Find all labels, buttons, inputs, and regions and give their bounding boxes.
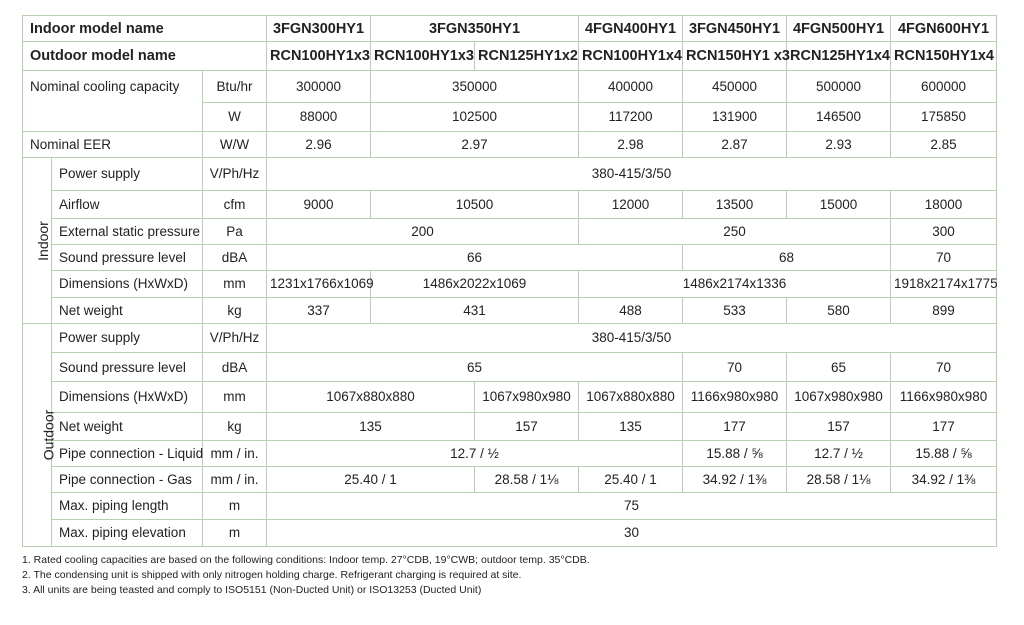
outdoor-max-elevation-row xyxy=(23,519,997,546)
indoor-model-name: 3FGN450HY1 xyxy=(683,16,787,42)
outdoor-power-row xyxy=(23,323,997,352)
indoor-spl-row xyxy=(23,245,997,271)
unit-cell: V/Ph/Hz xyxy=(203,323,267,352)
row-label: Dimensions (HxWxD) xyxy=(52,382,203,412)
row-label: Airflow xyxy=(52,190,203,218)
value-cell: 146500 xyxy=(787,102,891,131)
value-cell: 2.96 xyxy=(267,132,371,158)
unit-cell: cfm xyxy=(203,190,267,218)
value-cell: 2.87 xyxy=(683,132,787,158)
value-cell: 500000 xyxy=(787,70,891,102)
indoor-model-name: 3FGN350HY1 xyxy=(371,16,579,42)
outdoor-group-cell xyxy=(23,323,57,546)
unit-cell: Pa xyxy=(203,218,267,244)
value-cell: 13500 xyxy=(683,190,787,218)
cooling-btu-row xyxy=(23,70,997,102)
outdoor-model-name: RCN150HY1x4 xyxy=(891,42,997,70)
outdoor-max-length-row xyxy=(23,493,997,519)
row-label: Pipe connection - Liquid xyxy=(52,440,203,466)
indoor-airflow-row xyxy=(23,190,997,218)
value-cell: 28.58 / 1⅛ xyxy=(787,467,891,493)
indoor-model-name: 3FGN300HY1 xyxy=(267,16,371,42)
row-label: External static pressure xyxy=(52,218,203,244)
value-cell: 28.58 / 1⅛ xyxy=(475,467,579,493)
value-cell: 337 xyxy=(267,297,371,323)
indoor-group-label: Indoor xyxy=(34,220,51,261)
value-cell: 15.88 / ⅝ xyxy=(683,440,787,466)
outdoor-model-name: RCN125HY1x2 xyxy=(475,42,579,70)
value-cell: 10500 xyxy=(371,190,579,218)
indoor-model-row xyxy=(23,16,997,42)
value-cell: 380-415/3/50 xyxy=(267,158,997,190)
unit-cell: m xyxy=(203,493,267,519)
unit-cell: dBA xyxy=(203,245,267,271)
value-cell: 1486x2174x1336 xyxy=(579,271,891,297)
value-cell: 68 xyxy=(683,245,891,271)
value-cell: 1067x880x880 xyxy=(579,382,683,412)
outdoor-model-name: RCN100HY1x3 xyxy=(371,42,475,70)
value-cell: 65 xyxy=(787,353,891,382)
value-cell: 157 xyxy=(475,412,579,440)
value-cell: 533 xyxy=(683,297,787,323)
value-cell: 1231x1766x1069 xyxy=(267,271,371,297)
outdoor-model-row xyxy=(23,42,997,70)
value-cell: 9000 xyxy=(267,190,371,218)
value-cell: 102500 xyxy=(371,102,579,131)
value-cell: 2.97 xyxy=(371,132,579,158)
row-label: Sound pressure level xyxy=(52,245,203,271)
value-cell: 75 xyxy=(267,493,997,519)
value-cell: 70 xyxy=(891,245,997,271)
value-cell: 25.40 / 1 xyxy=(267,467,475,493)
value-cell: 34.92 / 1⅜ xyxy=(683,467,787,493)
unit-cell: dBA xyxy=(203,353,267,382)
footnote: 2. The condensing unit is shipped with only nitrogen holding charge. Refrigerant charging is required at site. xyxy=(22,569,522,581)
value-cell: 1067x880x880 xyxy=(267,382,475,412)
value-cell: 350000 xyxy=(371,70,579,102)
value-cell: 1486x2022x1069 xyxy=(371,271,579,297)
value-cell: 300000 xyxy=(267,70,371,102)
value-cell: 380-415/3/50 xyxy=(267,323,997,352)
indoor-weight-row xyxy=(23,297,997,323)
value-cell: 1067x980x980 xyxy=(475,382,579,412)
indoor-dims-row xyxy=(23,271,997,297)
value-cell: 25.40 / 1 xyxy=(579,467,683,493)
indoor-esp-row xyxy=(23,218,997,244)
value-cell: 88000 xyxy=(267,102,371,131)
value-cell: 899 xyxy=(891,297,997,323)
outdoor-model-name: RCN125HY1x4 xyxy=(787,42,891,70)
unit-cell: kg xyxy=(203,297,267,323)
value-cell: 431 xyxy=(371,297,579,323)
outdoor-model-label: Outdoor model name xyxy=(23,42,267,70)
unit-cell: Btu/hr xyxy=(203,70,267,102)
outdoor-pipe-liquid-row xyxy=(23,440,997,466)
unit-cell: V/Ph/Hz xyxy=(203,158,267,190)
outdoor-model-name: RCN150HY1 x3 xyxy=(683,42,787,70)
footnote: 1. Rated cooling capacities are based on the following conditions: Indoor temp. 27°CDB, 19°CWB; outdoor temp. 35°CDB. xyxy=(22,554,590,566)
value-cell: 2.93 xyxy=(787,132,891,158)
value-cell: 300 xyxy=(891,218,997,244)
value-cell: 117200 xyxy=(579,102,683,131)
value-cell: 18000 xyxy=(891,190,997,218)
footnote: 3. All units are being teasted and comply to ISO5151 (Non-Ducted Unit) or ISO13253 (Ducted Unit) xyxy=(22,584,482,596)
value-cell: 66 xyxy=(267,245,683,271)
unit-cell: m xyxy=(203,519,267,546)
value-cell: 65 xyxy=(267,353,683,382)
unit-cell: mm xyxy=(203,382,267,412)
indoor-group-cell xyxy=(23,158,52,324)
value-cell: 135 xyxy=(267,412,475,440)
value-cell: 1067x980x980 xyxy=(787,382,891,412)
value-cell: 12.7 / ½ xyxy=(267,440,683,466)
value-cell: 70 xyxy=(891,353,997,382)
value-cell: 580 xyxy=(787,297,891,323)
value-cell: 30 xyxy=(267,519,997,546)
outdoor-pipe-gas-row xyxy=(23,467,997,493)
value-cell: 200 xyxy=(267,218,579,244)
outdoor-model-name: RCN100HY1x3 xyxy=(267,42,371,70)
value-cell: 400000 xyxy=(579,70,683,102)
outdoor-spl-row xyxy=(23,353,997,382)
value-cell: 450000 xyxy=(683,70,787,102)
outdoor-weight-row xyxy=(23,412,997,440)
unit-cell: W/W xyxy=(203,132,267,158)
value-cell: 135 xyxy=(579,412,683,440)
eer-row xyxy=(23,132,997,158)
indoor-model-label: Indoor model name xyxy=(23,16,267,42)
row-label: Power supply xyxy=(52,323,203,352)
indoor-model-name: 4FGN500HY1 xyxy=(787,16,891,42)
value-cell: 600000 xyxy=(891,70,997,102)
row-label: Net weight xyxy=(52,412,203,440)
value-cell: 2.98 xyxy=(579,132,683,158)
indoor-power-row xyxy=(23,158,997,190)
value-cell: 177 xyxy=(683,412,787,440)
value-cell: 488 xyxy=(579,297,683,323)
value-cell: 12.7 / ½ xyxy=(787,440,891,466)
value-cell: 1166x980x980 xyxy=(683,382,787,412)
value-cell: 1918x2174x1775 xyxy=(891,271,997,297)
row-label: Power supply xyxy=(52,158,203,190)
row-label: Max. piping length xyxy=(52,493,203,519)
unit-cell: mm / in. xyxy=(203,440,267,466)
value-cell: 250 xyxy=(579,218,891,244)
indoor-model-name: 4FGN400HY1 xyxy=(579,16,683,42)
unit-cell: kg xyxy=(203,412,267,440)
indoor-model-name: 4FGN600HY1 xyxy=(891,16,997,42)
value-cell: 2.85 xyxy=(891,132,997,158)
eer-label: Nominal EER xyxy=(23,132,203,158)
row-label: Net weight xyxy=(52,297,203,323)
spec-table xyxy=(22,15,997,547)
row-label: Dimensions (HxWxD) xyxy=(52,271,203,297)
value-cell: 12000 xyxy=(579,190,683,218)
unit-cell: W xyxy=(203,102,267,131)
value-cell: 15000 xyxy=(787,190,891,218)
row-label: Pipe connection - Gas xyxy=(52,467,203,493)
value-cell: 15.88 / ⅝ xyxy=(891,440,997,466)
outdoor-dims-row xyxy=(23,382,997,412)
value-cell: 34.92 / 1⅜ xyxy=(891,467,997,493)
unit-cell: mm xyxy=(203,271,267,297)
unit-cell: mm / in. xyxy=(203,467,267,493)
value-cell: 70 xyxy=(683,353,787,382)
value-cell: 157 xyxy=(787,412,891,440)
cooling-capacity-label: Nominal cooling capacity xyxy=(23,70,203,132)
row-label: Max. piping elevation xyxy=(52,519,203,546)
value-cell: 175850 xyxy=(891,102,997,131)
row-label: Sound pressure level xyxy=(52,353,203,382)
outdoor-model-name: RCN100HY1x4 xyxy=(579,42,683,70)
value-cell: 131900 xyxy=(683,102,787,131)
outdoor-group-label: Outdoor xyxy=(40,409,57,461)
footnotes xyxy=(22,553,1002,598)
value-cell: 1166x980x980 xyxy=(891,382,997,412)
value-cell: 177 xyxy=(891,412,997,440)
